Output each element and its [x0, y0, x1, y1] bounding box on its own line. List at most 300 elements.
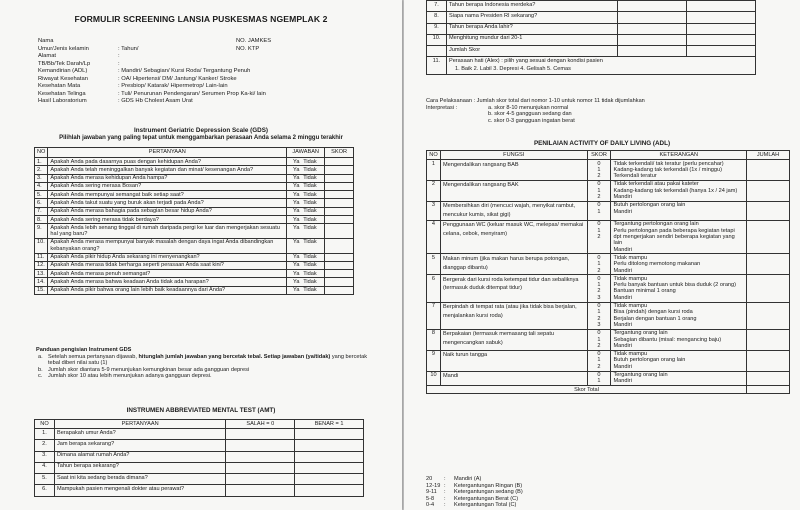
adl-score-option[interactable]: 0 [597, 330, 601, 337]
gds-row-question: Apakah Anda telah meninggalkan banyak kegiatan dan minat/ kesenangan Anda? [48, 166, 287, 174]
amt-row [427, 12, 756, 23]
gds-row-question: Apakah Anda merasa bahwa keadaan Anda tidak ada harapan? [48, 278, 287, 286]
gds-row-no: 4. [35, 182, 48, 190]
gds-answer-tidak[interactable]: Tidak [303, 287, 317, 294]
adl-row-function: Bergerak dari kursi roda ketempat tidur dan sebaliknya (termasuk duduk ditempat tidur) [440, 275, 587, 302]
gds-row-score[interactable] [325, 191, 354, 199]
amt-row-right[interactable] [295, 462, 364, 473]
amt-interp-item: b. skor 4-5 gangguan sedang dan [488, 111, 572, 117]
adl-row [427, 350, 790, 371]
gds-row-question: Apakah Anda merasa kehidupan Anda hampa? [48, 174, 287, 182]
adl-description-line: Tergantung pertolongan orang lain [613, 221, 699, 228]
gds-answer-tidak[interactable]: Tidak [303, 166, 317, 173]
adl-row-total[interactable] [747, 254, 790, 275]
gds-answer-tidak[interactable]: Tidak [303, 191, 317, 198]
identity-row [38, 76, 388, 84]
adl-score-option[interactable]: 0 [597, 160, 601, 167]
adl-row-scores [587, 350, 611, 371]
adl-row-function: Mengendalikan rangsang BAB [440, 160, 587, 181]
gds-row-answer [287, 261, 325, 269]
gds-answer-tidak[interactable]: Tidak [303, 224, 317, 231]
adl-score-option[interactable]: 1 [597, 261, 601, 268]
adl-row-description [611, 160, 747, 181]
amt-row [427, 23, 756, 34]
gds-row-score[interactable] [325, 270, 354, 278]
gds-guide-bullet: a. [38, 353, 43, 360]
adl-score-option[interactable]: 1 [597, 282, 601, 289]
amt-row-wrong[interactable] [226, 462, 295, 473]
amt-row-right[interactable] [687, 23, 756, 34]
adl-score-option[interactable]: 1 [597, 187, 601, 194]
adl-description-line: Sebagian dibantu (misal: mengancing baju) [613, 336, 722, 343]
adl-row-description [611, 371, 747, 386]
adl-row [427, 201, 790, 220]
gds-answer-ya[interactable]: Ya [293, 191, 300, 198]
identity-value: : Mandiri/ Sebagian/ Kursi Roda/ Tergantung Penuh [118, 68, 251, 74]
amt-row-wrong[interactable] [618, 1, 687, 12]
adl-score-option[interactable]: 2 [597, 315, 601, 322]
gds-row [35, 238, 354, 253]
amt-row-no: 9. [427, 23, 447, 34]
amt-title: INSTRUMEN ABBREVIATED MENTAL TEST (AMT) [126, 407, 276, 414]
gds-row-score[interactable] [325, 166, 354, 174]
gds-guide-bullet: b. [38, 366, 43, 373]
gds-answer-ya[interactable]: Ya [293, 287, 300, 294]
gds-row-no: 15. [35, 286, 48, 294]
gds-answer-tidak[interactable]: Tidak [303, 239, 317, 246]
adl-row-total[interactable] [747, 350, 790, 371]
gds-answer-ya[interactable]: Ya [293, 158, 300, 165]
adl-description-line: Tidak terkendali atau pakai kateter [613, 181, 699, 188]
amt-row-wrong[interactable] [226, 474, 295, 485]
gds-answer-tidak[interactable]: Tidak [303, 158, 317, 165]
amt-row-wrong[interactable] [226, 440, 295, 451]
amt-row [427, 1, 756, 12]
adl-row-description [611, 254, 747, 275]
adl-row [427, 371, 790, 386]
adl-score-option[interactable]: 1 [597, 378, 601, 385]
amt-header-question: PERTANYAAN [54, 420, 225, 429]
adl-description-line: Perlu ditolong memotong makanan [613, 261, 701, 268]
amt-row-no: 8. [427, 12, 447, 23]
adl-score-option[interactable]: 0 [597, 351, 601, 358]
identity-label: TB/Bb/Tek Darah/Lp [38, 60, 91, 67]
gds-answer-tidak[interactable]: Tidak [303, 270, 317, 277]
gds-answer-ya[interactable]: Ya [293, 278, 300, 285]
gds-guide-item [36, 373, 376, 380]
gds-row-answer [287, 238, 325, 253]
gds-row [35, 158, 354, 166]
adl-row-no: 8 [427, 329, 441, 350]
amt-row-wrong[interactable] [226, 429, 295, 440]
amt-row-question: Tahun berapa Indonesia merdeka? [446, 1, 617, 12]
gds-row-no: 10. [35, 238, 48, 253]
adl-description-line: Berjalan dengan bantuan 1 orang [613, 315, 697, 322]
adl-row-description [611, 275, 747, 302]
amt-row [35, 474, 364, 485]
gds-row-no: 14. [35, 278, 48, 286]
adl-row-no: 6 [427, 275, 441, 302]
gds-row-score[interactable] [325, 278, 354, 286]
amt-header-no: NO [35, 420, 55, 429]
adl-legend [426, 476, 523, 509]
adl-legend-score: 0-4 [426, 502, 435, 508]
adl-score-option[interactable]: 2 [597, 363, 601, 370]
adl-description-line: Tergantung orang lain [613, 372, 668, 378]
gds-row [35, 191, 354, 199]
gds-row-question: Apakah Anda merasa bahagia pada sebagian besar hidup Anda? [48, 207, 287, 215]
gds-answer-ya[interactable]: Ya [293, 208, 300, 215]
amt-row-wrong[interactable] [226, 451, 295, 462]
adl-score-option[interactable]: 2 [597, 234, 601, 241]
adl-score-option[interactable]: 1 [597, 309, 601, 316]
adl-description-line: Tergantung orang lain [613, 330, 668, 337]
adl-total-label: Skor Total [427, 386, 747, 394]
gds-row-score[interactable] [325, 216, 354, 224]
gds-answer-tidak[interactable]: Tidak [303, 262, 317, 269]
adl-description-line: Mandiri [613, 208, 632, 215]
adl-description-line: Perlu pertolongan pada beberapa kegiatan tetapi dpt mengerjakan sendiri beberapa kegiatan yang lain [613, 227, 735, 247]
adl-score-option[interactable]: 3 [597, 294, 601, 301]
gds-row-question: Apakah Anda mempunyai semangat baik setiap saat? [48, 191, 287, 199]
adl-legend-colon: : [444, 502, 446, 508]
identity-value: : Tuli/ Penurunan Pendengaran/ Serumen Prop Ka-ki/ lain [118, 90, 266, 97]
gds-row-question: Apakah Anda merasa penuh semangat? [48, 270, 287, 278]
gds-row-score[interactable] [325, 238, 354, 253]
gds-row-score[interactable] [325, 158, 354, 166]
form-title: FORMULIR SCREENING LANSIA PUSKESMAS NGEMPLAK 2 [74, 14, 328, 24]
identity-row [38, 91, 388, 99]
adl-description-line: Mandiri [613, 321, 632, 328]
gds-row-score[interactable] [325, 174, 354, 182]
gds-answer-tidak[interactable]: Tidak [303, 278, 317, 285]
gds-row-no: 6. [35, 199, 48, 207]
adl-score-option[interactable]: 2 [597, 193, 601, 200]
amt-table-part2 [426, 0, 756, 75]
adl-score-option[interactable]: 1 [597, 166, 601, 173]
adl-legend-text: Mandiri (A) [454, 476, 482, 482]
adl-row-description [611, 302, 747, 329]
gds-row-no: 12. [35, 261, 48, 269]
gds-row-question: Apakah Anda pikir hidup Anda sekarang ini menyenangkan? [48, 253, 287, 261]
adl-score-option[interactable]: 1 [597, 227, 601, 234]
adl-description-line: Butuh pertolongan orang lain [613, 357, 686, 364]
gds-row-score[interactable] [325, 199, 354, 207]
gds-row-no: 5. [35, 191, 48, 199]
amt-row-no: 5. [35, 474, 55, 485]
amt-row-11-options[interactable]: 1. Baik 2. Labil 3. Depresi 4. Gelisah 5. Cemas [454, 65, 571, 72]
amt-row [35, 451, 364, 462]
gds-header-score: SKOR [325, 148, 354, 158]
adl-score-option[interactable]: 0 [597, 275, 601, 282]
adl-score-option[interactable]: 2 [597, 342, 601, 349]
amt-header-right: BENAR = 1 [295, 420, 364, 429]
gds-row [35, 286, 354, 294]
gds-answer-tidak[interactable]: Tidak [303, 175, 317, 182]
adl-row-scores [587, 254, 611, 275]
adl-legend-row [426, 502, 523, 509]
adl-score-option[interactable]: 0 [597, 254, 601, 261]
amt-total-row [427, 46, 756, 57]
adl-row-total[interactable] [747, 329, 790, 350]
gds-row [35, 182, 354, 190]
adl-row [427, 180, 790, 201]
adl-description-line: Mandiri [613, 363, 632, 370]
gds-answer-ya[interactable]: Ya [293, 262, 300, 269]
adl-description-line: Terkendali teratur [613, 173, 657, 180]
adl-legend-text: Ketergantungan Total (C) [454, 502, 517, 508]
identity-row [38, 53, 388, 61]
adl-row-no: 3 [427, 201, 441, 220]
amt-row-question: Dimana alamat rumah Anda? [54, 451, 225, 462]
amt-row-right[interactable] [295, 451, 364, 462]
gds-row [35, 174, 354, 182]
adl-row-total[interactable] [747, 302, 790, 329]
gds-row-score[interactable] [325, 182, 354, 190]
amt-row-question: Jam berapa sekarang? [54, 440, 225, 451]
gds-answer-ya[interactable]: Ya [293, 175, 300, 182]
adl-total-row [427, 386, 790, 394]
amt-total-wrong[interactable] [618, 46, 687, 57]
gds-row-question: Apakah Anda merasa tidak berharga seperti perasaan Anda saat kini? [48, 261, 287, 269]
adl-description-line: Bisa (pindah) dengan kursi roda [613, 309, 693, 316]
gds-header-question: PERTANYAAN [48, 148, 287, 158]
gds-row-score[interactable] [325, 286, 354, 294]
gds-answer-ya[interactable]: Ya [293, 239, 300, 246]
amt-header-wrong: SALAH = 0 [226, 420, 295, 429]
adl-row-function: Naik turun tangga [440, 350, 587, 371]
amt-row-no: 10. [427, 34, 447, 45]
adl-table [426, 150, 790, 394]
gds-row-question: Apakah Anda merasa mempunyai banyak masalah dengan daya ingat Anda dibandingkan kebanyakan orang? [48, 238, 287, 253]
adl-description-line: Bantuan minimal 1 orang [613, 288, 676, 295]
amt-row [35, 440, 364, 451]
gds-row-no: 13. [35, 270, 48, 278]
identity-value: : Presbiop/ Katarak/ Hipermetrop/ Lain-lain [118, 83, 228, 89]
adl-score-option[interactable]: 1 [597, 336, 601, 343]
amt-row-wrong[interactable] [226, 485, 295, 496]
identity-section [38, 38, 388, 106]
adl-description-line: Mandiri [613, 267, 632, 274]
adl-description-line: Kadang-kadang tak terkendali (hanya 1x / 24 jam) [613, 187, 738, 194]
gds-row [35, 216, 354, 224]
amt-row-no: 1. [35, 429, 55, 440]
gds-answer-ya[interactable]: Ya [293, 183, 300, 190]
gds-row-no: 1. [35, 158, 48, 166]
amt-row-right[interactable] [295, 485, 364, 496]
adl-row-scores [587, 275, 611, 302]
adl-row-total[interactable] [747, 275, 790, 302]
amt-row-wrong[interactable] [618, 34, 687, 45]
gds-answer-tidak[interactable]: Tidak [303, 216, 317, 223]
adl-row-total[interactable] [747, 371, 790, 386]
amt-row-question: Siapa nama Presiden RI sekarang? [446, 12, 617, 23]
adl-row [427, 254, 790, 275]
adl-score-option[interactable]: 2 [597, 173, 601, 180]
gds-guide-text: Jumlah skor diantara 5-9 menunjukan kemungkinan besar ada gangguan depresi [48, 366, 250, 373]
gds-row-question: Apakah Anda sering merasa tidak berdaya? [48, 216, 287, 224]
adl-score-option[interactable]: 2 [597, 288, 601, 295]
adl-row-total[interactable] [747, 180, 790, 201]
amt-row-question: Tahun berapa sekarang? [54, 462, 225, 473]
gds-answer-tidak[interactable]: Tidak [303, 199, 317, 206]
adl-description-line: Tidak mampu [613, 275, 648, 282]
right-page [404, 0, 800, 510]
gds-row [35, 278, 354, 286]
identity-label: Nama [38, 38, 54, 44]
adl-score-option[interactable]: 0 [597, 372, 601, 378]
adl-row [427, 160, 790, 181]
adl-legend-score: 12-19 [426, 482, 441, 489]
adl-row [427, 329, 790, 350]
amt-row [35, 462, 364, 473]
adl-legend-colon: : [444, 476, 446, 482]
amt-interp-item: a. skor 8-10 menunjukan normal [488, 104, 569, 111]
adl-score-option[interactable]: 0 [597, 181, 601, 188]
gds-row-answer [287, 199, 325, 207]
amt-row-no: 4. [35, 462, 55, 473]
gds-row-question: Apakah Anda takut suatu yang buruk akan terjadi pada Anda? [48, 199, 287, 207]
amt-row-no: 7. [427, 1, 447, 12]
adl-row-scores [587, 371, 611, 386]
adl-row-function: Makan minum (jika makan harus berupa potongan, dianggap dibantu) [440, 254, 587, 275]
gds-row-answer [287, 278, 325, 286]
adl-score-option[interactable]: 0 [597, 202, 601, 209]
adl-legend-colon: : [444, 495, 446, 502]
amt-table-part1 [34, 419, 364, 497]
adl-description-line: Tidak mampu [613, 254, 648, 261]
adl-title: PENILAIAN ACTIVITY OF DAILY LIVING (ADL) [533, 140, 671, 147]
gds-row-question: Apakah Anda lebih senang tinggal di rumah daripada pergi ke luar dan mengerjakan sesuatu hal yang baru? [48, 224, 287, 239]
amt-row-question: Mampukah pasien mengenali dokter atau perawat? [54, 485, 225, 496]
adl-header-description: KETERANGAN [611, 151, 747, 160]
adl-row-scores [587, 160, 611, 181]
gds-answer-ya[interactable]: Ya [293, 254, 300, 261]
adl-score-option[interactable]: 0 [597, 303, 601, 310]
gds-answer-tidak[interactable]: Tidak [303, 208, 317, 215]
amt-row-wrong[interactable] [618, 23, 687, 34]
gds-answer-ya[interactable]: Ya [293, 166, 300, 173]
gds-answer-tidak[interactable]: Tidak [303, 183, 317, 190]
gds-guide [36, 347, 376, 380]
adl-description-line: Mandiri [613, 294, 632, 301]
adl-row-description [611, 201, 747, 220]
gds-title: Instrument Geriatric Depression Scale (GDS) [133, 127, 269, 134]
gds-table [34, 147, 354, 295]
gds-row-answer [287, 253, 325, 261]
gds-answer-ya[interactable]: Ya [293, 270, 300, 277]
adl-row-function: Berpakaian (termasuk memasang tali sepatu mengencangkan sabuk) [440, 329, 587, 350]
gds-row-answer [287, 286, 325, 294]
gds-guide-item [36, 354, 376, 367]
gds-row [35, 253, 354, 261]
adl-description-line: Tidak mampu [613, 303, 648, 310]
identity-value: : OA/ Hipertensi/ DM/ Jantung/ Kanker/ Stroke [118, 75, 237, 82]
adl-header-no: NO [427, 151, 441, 160]
gds-row-score[interactable] [325, 207, 354, 215]
gds-row-answer [287, 174, 325, 182]
gds-row-score[interactable] [325, 261, 354, 269]
adl-row-total[interactable] [747, 220, 790, 253]
gds-row [35, 207, 354, 215]
gds-answer-ya[interactable]: Ya [293, 224, 300, 231]
adl-score-option[interactable]: 3 [597, 321, 601, 328]
gds-row-answer [287, 191, 325, 199]
gds-row-question: Apakah Anda pikir bahwa orang lain lebih baik keadaannya dari Anda? [48, 286, 287, 294]
adl-row-no: 9 [427, 350, 441, 371]
gds-row-no: 2. [35, 166, 48, 174]
amt-interp-item: c. skor 0-3 gangguan ingatan berat [488, 117, 575, 124]
gds-row-score[interactable] [325, 253, 354, 261]
gds-row-question: Apakah Anda sering merasa Bosan? [48, 182, 287, 190]
adl-score-option[interactable]: 1 [597, 208, 601, 215]
adl-score-option[interactable]: 1 [597, 357, 601, 364]
gds-row-no: 3. [35, 174, 48, 182]
gds-row-no: 9. [35, 224, 48, 239]
amt-total-right[interactable] [687, 46, 756, 57]
adl-row-description [611, 220, 747, 253]
adl-row-function: Berpindah di tempat rata (atau jika tidak bisa berjalan, menjalankan kursi roda) [440, 302, 587, 329]
gds-row-no: 7. [35, 207, 48, 215]
identity-extra: NO. JAMKES [236, 38, 272, 44]
gds-answer-ya[interactable]: Ya [293, 216, 300, 223]
gds-answer-tidak[interactable]: Tidak [303, 254, 317, 261]
amt-row [35, 485, 364, 496]
adl-row-no: 2 [427, 180, 441, 201]
adl-row-no: 5 [427, 254, 441, 275]
gds-row-no: 11. [35, 253, 48, 261]
adl-description-line: Mandiri [613, 378, 632, 385]
amt-row-wrong[interactable] [618, 12, 687, 23]
gds-row-score[interactable] [325, 224, 354, 239]
adl-row-function: Mandi [440, 371, 587, 386]
gds-row [35, 261, 354, 269]
adl-row-no: 10 [427, 371, 441, 386]
amt-row-right[interactable] [295, 429, 364, 440]
adl-row-total[interactable] [747, 160, 790, 181]
amt-instructions [426, 98, 786, 124]
adl-total-value[interactable] [747, 386, 790, 394]
amt-row-question: Berapakah umur Anda? [54, 429, 225, 440]
adl-row-function: Penggunaan WC (keluar masuk WC, melepas/ memakai celana, cebok, menyiram) [440, 220, 587, 253]
amt-row-right[interactable] [687, 34, 756, 45]
amt-row [35, 429, 364, 440]
amt-row-right[interactable] [687, 1, 756, 12]
amt-row-right[interactable] [687, 12, 756, 23]
adl-row-scores [587, 201, 611, 220]
adl-legend-score: 9-11 [426, 489, 437, 495]
identity-row [38, 61, 388, 69]
identity-value: : [118, 53, 120, 59]
amt-total-blank [427, 46, 447, 57]
gds-answer-ya[interactable]: Ya [293, 199, 300, 206]
gds-row-answer [287, 216, 325, 224]
amt-row-right[interactable] [295, 440, 364, 451]
adl-score-option[interactable]: 2 [597, 267, 601, 274]
adl-description-line: Tidak mampu [613, 351, 648, 358]
amt-row [427, 34, 756, 45]
identity-label: Kemandirian (ADL) [38, 68, 88, 74]
adl-row-total[interactable] [747, 201, 790, 220]
adl-row [427, 220, 790, 253]
gds-row-answer [287, 182, 325, 190]
adl-legend-text: Ketergantungan sedang (B) [454, 489, 523, 495]
adl-description-line: Mandiri [613, 193, 632, 200]
adl-description-line: Mandiri [613, 342, 632, 349]
amt-row-right[interactable] [295, 474, 364, 485]
gds-row [35, 199, 354, 207]
adl-score-option[interactable]: 0 [597, 221, 601, 228]
